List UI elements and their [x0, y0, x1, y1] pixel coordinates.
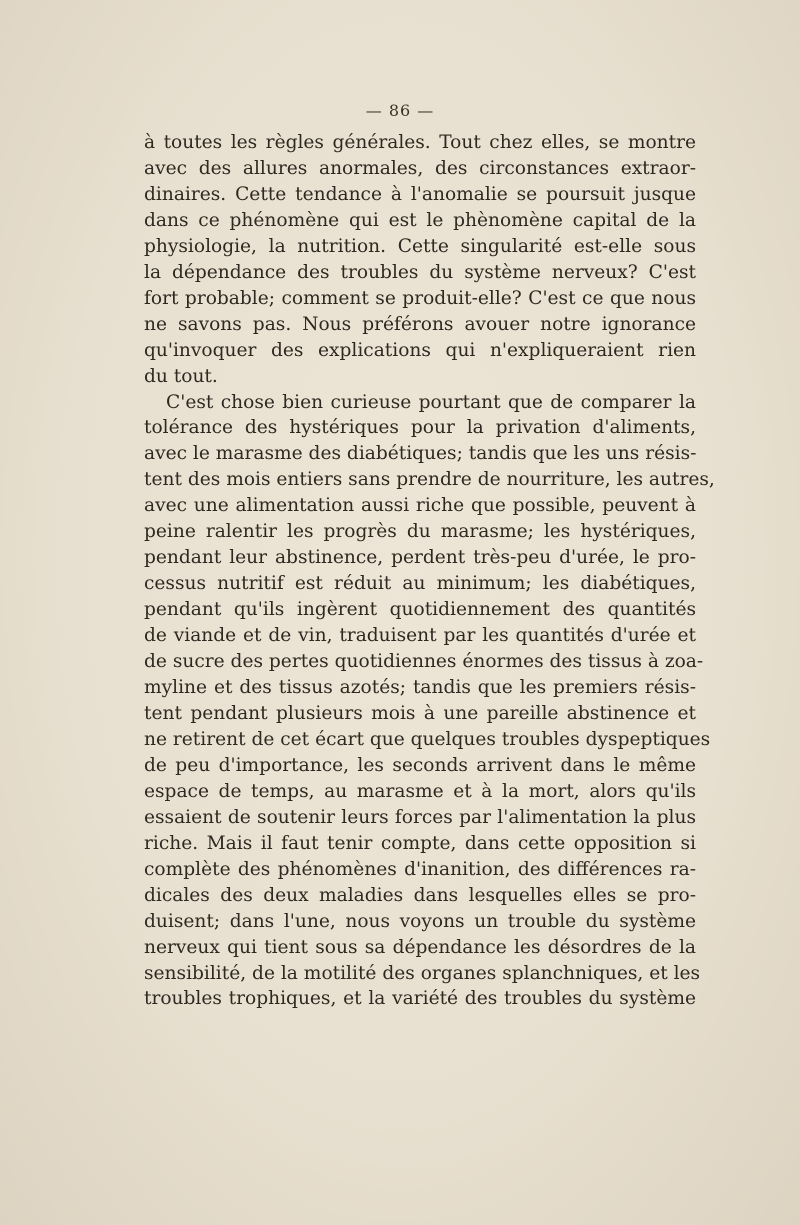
text-line: riche. Mais il faut tenir compte, dans cette opposition si: [144, 832, 696, 854]
text-line: sensibilité, de la motilité des organes splanchniques, et les: [144, 962, 701, 984]
text-line: du tout.: [144, 365, 218, 387]
text-line: tent pendant plusieurs mois à une pareille abstinence et: [144, 702, 696, 724]
text-line: la dépendance des troubles du système nerveux? C'est: [144, 261, 696, 283]
text-line: dinaires. Cette tendance à l'anomalie se poursuit jusque: [144, 183, 696, 205]
text-line: nerveux qui tient sous sa dépendance les désordres de la: [144, 936, 696, 958]
text-line: complète des phénomènes d'inanition, des différences ra-: [144, 858, 696, 880]
text-line: fort probable; comment se produit-elle? C'est ce que nous: [144, 287, 696, 309]
text-line: essaient de soutenir leurs forces par l'alimentation la plus: [144, 806, 696, 828]
text-line: myline et des tissus azotés; tandis que les premiers résis-: [144, 677, 696, 699]
paragraph-start-line: C'est chose bien curieuse pourtant que de comparer la: [166, 391, 696, 413]
text-line: cessus nutritif est réduit au minimum; les diabétiques,: [144, 573, 696, 595]
text-line: avec des allures anormales, des circonstances extraor-: [144, 157, 696, 179]
text-line: avec une alimentation aussi riche que possible, peuvent à: [144, 495, 696, 517]
text-line: avec le marasme des diabétiques; tandis que les uns résis-: [144, 443, 697, 465]
text-line: pendant leur abstinence, perdent très-peu d'urée, le pro-: [144, 547, 696, 569]
body-text: [144, 130, 715, 1012]
text-line: duisent; dans l'une, nous voyons un trouble du système: [144, 910, 696, 932]
text-line: troubles trophiques, et la variété des troubles du système: [144, 988, 696, 1010]
text-line: de peu d'importance, les seconds arrivent dans le même: [144, 754, 696, 776]
text-line: ne retirent de cet écart que quelques troubles dyspeptiques: [144, 728, 711, 750]
text-line: dans ce phénomène qui est le phènomène capital de la: [144, 209, 696, 231]
text-line: à toutes les règles générales. Tout chez elles, se montre: [144, 132, 696, 153]
text-line: espace de temps, au marasme et à la mort, alors qu'ils: [144, 780, 696, 802]
text-line: ne savons pas. Nous préférons avouer notre ignorance: [144, 313, 696, 335]
text-line: pendant qu'ils ingèrent quotidiennement des quantités: [144, 599, 696, 621]
text-line: de viande et de vin, traduisent par les quantités d'urée et: [144, 625, 696, 647]
text-line: tent des mois entiers sans prendre de nourriture, les autres,: [144, 469, 715, 491]
text-line: de sucre des pertes quotidiennes énormes des tissus à zoa-: [144, 651, 704, 673]
text-line: dicales des deux maladies dans lesquelles elles se pro-: [144, 884, 696, 906]
text-line: qu'invoquer des explications qui n'expliqueraient rien: [144, 339, 696, 361]
text-line: tolérance des hystériques pour la privation d'aliments,: [144, 417, 696, 439]
page-number: — 86 —: [365, 101, 435, 120]
text-line: physiologie, la nutrition. Cette singularité est-elle sous: [144, 235, 696, 257]
text-line: peine ralentir les progrès du marasme; les hystériques,: [144, 521, 696, 543]
